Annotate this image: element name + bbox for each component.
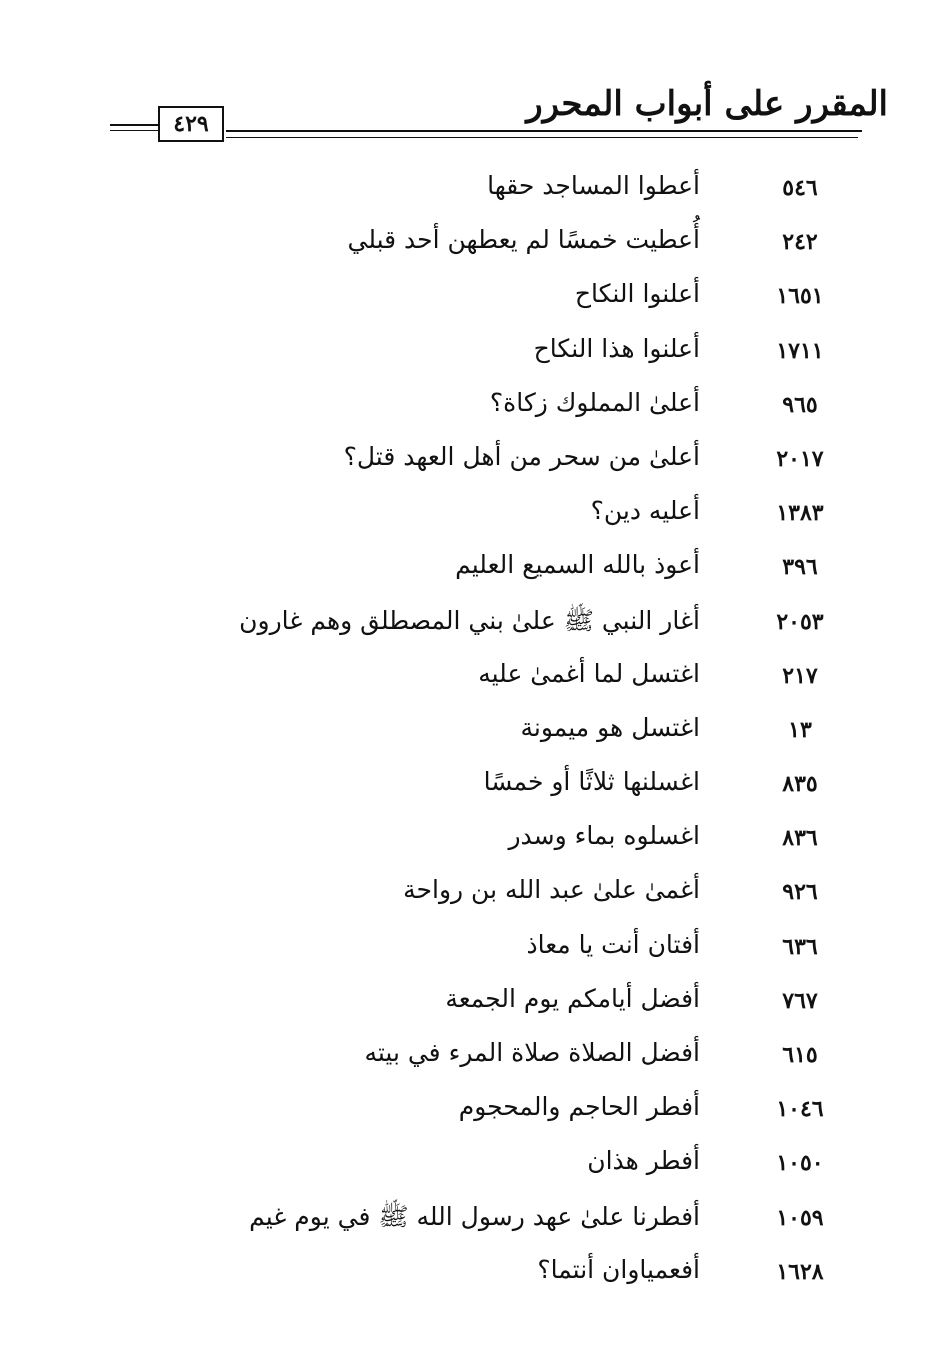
entry-number: ٣٩٦ [782, 554, 818, 581]
entry-number: ٨٣٥ [782, 771, 818, 798]
entry-text: اغسلوه بماء وسدر [508, 821, 700, 851]
entry-text: اغتسل لما أغمىٰ عليه [478, 658, 700, 688]
index-entry [0, 490, 932, 544]
index-entry [0, 219, 932, 273]
entry-text: أفعمياوان أنتما؟ [537, 1254, 700, 1284]
header-rule [226, 130, 862, 132]
entry-text: أفطر الحاجم والمحجوم [458, 1092, 700, 1122]
page-number: ٤٢٩ [158, 106, 224, 142]
index-entry [0, 1195, 932, 1249]
entry-number: ١٠٥٠ [776, 1150, 824, 1177]
entry-number: ٩٦٥ [782, 391, 818, 418]
entry-text: أفطرنا علىٰ عهد رسول الله ﷺ في يوم غيم [249, 1201, 700, 1231]
entry-text: أغار النبي ﷺ علىٰ بني المصطلق وهم غارون [239, 605, 700, 635]
entry-number: ٦٣٦ [782, 933, 818, 960]
entry-number: ١٠٥٩ [776, 1204, 824, 1231]
header-rule-thin [226, 137, 858, 138]
index-entry [0, 707, 932, 761]
entry-text: أفضل الصلاة صلاة المرء في بيته [364, 1038, 700, 1067]
entry-number: ٢٠١٧ [776, 445, 824, 472]
index-entry [0, 382, 932, 436]
index-entry [0, 1140, 932, 1194]
entry-number: ٥٤٦ [782, 175, 818, 201]
entry-number: ١٣٨٣ [776, 500, 824, 527]
entry-text: أفضل أيامكم يوم الجمعة [445, 983, 700, 1013]
index-entry [0, 1249, 932, 1303]
entry-text: اغتسل هو ميمونة [520, 712, 700, 742]
index-entry [0, 869, 932, 923]
index-entry [0, 599, 932, 653]
entry-text: اغسلنها ثلاثًا أو خمسًا [483, 767, 700, 797]
index-entry [0, 1086, 932, 1140]
index-entry [0, 653, 932, 707]
entry-text: أفطر هذان [587, 1146, 700, 1176]
entry-number: ١٧١١ [776, 337, 824, 364]
entry-number: ٧٦٧ [782, 987, 818, 1014]
entry-text: أعطوا المساجد حقها [487, 171, 700, 200]
entry-text: أفتان أنت يا معاذ [526, 929, 700, 959]
entry-number: ١٣ [788, 716, 812, 743]
entry-number: ٦١٥ [782, 1042, 818, 1068]
entry-text: أعلىٰ من سحر من أهل العهد قتل؟ [343, 441, 700, 471]
index-entry [0, 165, 932, 219]
header-rule-left-thin [110, 130, 160, 131]
index-entry [0, 328, 932, 382]
entry-number: ٩٢٦ [782, 879, 818, 906]
index-list [0, 165, 932, 1303]
index-entry [0, 761, 932, 815]
entry-number: ١٦٥١ [776, 283, 824, 310]
entry-text: أعلىٰ المملوك زكاة؟ [489, 387, 700, 417]
index-entry [0, 273, 932, 327]
entry-text: أعليه دين؟ [590, 496, 700, 526]
entry-number: ١٠٤٦ [776, 1096, 824, 1123]
entry-text: أغمىٰ علىٰ عبد الله بن رواحة [403, 875, 700, 905]
entry-text: أعلنوا النكاح [574, 279, 700, 309]
running-title: المقرر على أبواب المحرر [526, 84, 888, 124]
index-entry [0, 924, 932, 978]
index-entry [0, 978, 932, 1032]
entry-text: أعوذ بالله السميع العليم [455, 550, 700, 580]
entry-number: ١٦٢٨ [776, 1258, 824, 1285]
entry-number: ٨٣٦ [782, 825, 818, 852]
entry-text: أُعطيت خمسًا لم يعطهن أحد قبلي [347, 225, 700, 255]
index-entry [0, 544, 932, 598]
header-rule-left [110, 124, 160, 126]
index-entry [0, 815, 932, 869]
index-entry [0, 1032, 932, 1086]
entry-number: ٢٠٥٣ [776, 608, 824, 635]
index-entry [0, 436, 932, 490]
page-header [0, 0, 932, 160]
entry-number: ٢٤٢ [782, 229, 818, 256]
entry-text: أعلنوا هذا النكاح [533, 333, 700, 363]
entry-number: ٢١٧ [782, 662, 818, 689]
